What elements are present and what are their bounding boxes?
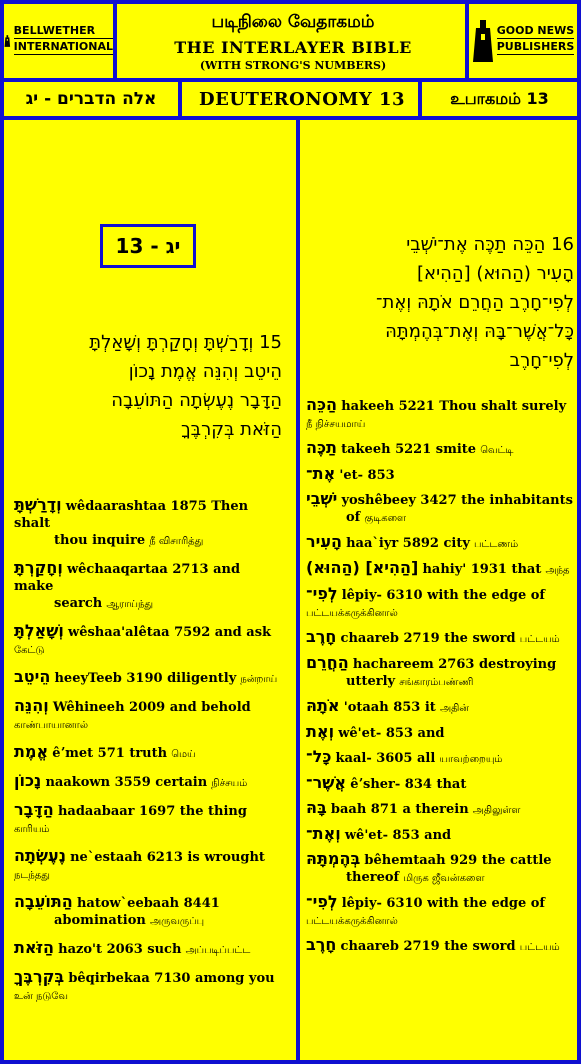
hebrew-word: (הַהוּא) [הַהִיא] — [306, 558, 419, 577]
word-definition: wêchaaqartaa 2713 and make — [14, 562, 241, 594]
tamil-gloss: மெய் — [171, 749, 196, 760]
word-entry — [14, 496, 284, 550]
word-entry — [306, 396, 576, 433]
word-definition: hachareem 2763 destroying — [352, 657, 557, 672]
tamil-gloss: வெட்டி — [480, 445, 514, 456]
hebrew-word: בְּקִרְבֶּךָ — [14, 967, 65, 986]
tamil-gloss: யாவற்றையும் — [439, 754, 503, 765]
word-definition: kaal- 3605 all — [335, 751, 436, 766]
hebrew-word: נָכוֹן — [14, 771, 42, 790]
word-definition: lêpiy- 6310 with the edge of — [341, 588, 545, 603]
word-definition: naakown 3559 certain — [45, 775, 208, 790]
hebrew-word: כָּל־ — [306, 747, 332, 766]
word-definition: chaareb 2719 the sword — [340, 939, 516, 954]
word-definition-cont: of — [346, 510, 361, 525]
tamil-gloss: உன் நடுவே — [14, 991, 68, 1002]
bellwether-logo — [4, 4, 117, 78]
word-entry — [14, 622, 284, 659]
hebrew-word: אֱמֶת — [14, 742, 49, 761]
word-entry — [14, 847, 284, 884]
word-definition: bêqirbekaa 7130 among you — [68, 971, 275, 986]
title-tamil: படிநிலை வேதாகமம் — [211, 12, 375, 32]
word-definition: êʼmet 571 truth — [52, 746, 168, 761]
tamil-gloss: அப்படிப்பட்ட — [185, 945, 251, 956]
word-entry — [306, 748, 576, 768]
hebrew-word: חָרֶב — [306, 627, 337, 646]
tamil-gloss: காரியம் — [14, 824, 50, 835]
tamil-gloss: கேட்டு — [14, 645, 45, 656]
word-entry — [14, 743, 284, 763]
verse-line: כָּל־אֲשֶׁר־בָּהּ וְאֶת־בְּהֶמְתָּהּ — [385, 321, 574, 342]
word-entry — [306, 799, 576, 819]
hebrew-word: חָרֶב — [306, 935, 337, 954]
tamil-gloss: நன்றாய் — [240, 674, 278, 685]
word-entry — [306, 936, 576, 956]
hebrew-word: וְאֶת — [306, 722, 335, 741]
word-definition: 'et- 853 — [339, 468, 395, 483]
tamil-gloss: பட்டயக்கருக்கினால் — [306, 916, 398, 927]
logo-left-line1: BELLWETHER — [14, 25, 113, 39]
hebrew-word: אֲשֶׁר־ — [306, 773, 347, 792]
tamil-gloss: அதிலுள்ள — [472, 805, 521, 816]
right-column — [296, 120, 577, 1060]
word-definition-cont: search — [54, 596, 103, 611]
word-definition: yoshêbeey 3427 the inhabitants — [341, 493, 573, 508]
word-definition: baah 871 a therein — [330, 802, 469, 817]
tamil-gloss: மிருக ஜீவன்களை — [403, 873, 485, 884]
hebrew-word: לְפִי־ — [306, 892, 338, 911]
word-entry — [306, 697, 576, 717]
logo-right-line1: GOOD NEWS — [496, 24, 575, 37]
hebrew-word: וְדָרַשְׁתָּ — [14, 495, 62, 514]
page-title: THE INTERLAYER BIBLE — [174, 38, 412, 57]
tamil-gloss: நிச்சயம் — [211, 778, 248, 789]
verse-line: הֵיטֵב וְהִנֵּה אֱמֶת נָכוֹן — [128, 361, 282, 382]
verse-line: הַדָּבָר נֶעֶשְׂתָה הַתּוֹעֵבָה — [111, 390, 282, 411]
word-definition-cont: abomination — [54, 913, 146, 928]
right-word-list — [306, 396, 576, 962]
verse-15-hebrew — [14, 328, 282, 444]
tamil-gloss: பட்டணம் — [474, 539, 519, 550]
tamil-gloss: குடிகளை — [364, 513, 407, 524]
word-definition: haa`iyr 5892 city — [346, 536, 470, 551]
left-column — [4, 120, 292, 1060]
hebrew-word: הַדָּבָר — [14, 800, 54, 819]
hebrew-word: הָעִיר — [306, 532, 342, 551]
word-entry — [306, 723, 576, 742]
word-entry — [306, 825, 576, 844]
hebrew-word: הֵיטֵב — [14, 667, 51, 686]
tamil-gloss: காண்பாயானால் — [14, 720, 89, 731]
word-definition: hakeeh 5221 Thou shalt surely — [341, 399, 567, 414]
title-box — [121, 4, 465, 78]
hebrew-word: הַזֹּאת — [14, 938, 54, 957]
word-definition: wêshaa'alêtaa 7592 and ask — [68, 625, 272, 640]
hebrew-word: וְחָקַרְתָּ — [14, 558, 63, 577]
word-entry — [14, 697, 284, 734]
hebrew-word: הַחֲרֵם — [306, 653, 349, 672]
word-definition: heeyTeeb 3190 diligently — [54, 671, 237, 686]
word-entry — [306, 850, 576, 887]
hebrew-word: אֶת־ — [306, 464, 336, 483]
word-entry — [14, 939, 284, 959]
left-word-list — [14, 496, 284, 1014]
word-definition: wê'et- 853 and — [338, 726, 445, 741]
tamil-gloss: நடந்தது — [14, 870, 50, 881]
word-entry — [306, 585, 576, 622]
hebrew-word: בָּהּ — [306, 798, 327, 817]
word-definition: hatow`eebaah 8441 — [76, 896, 220, 911]
word-entry — [306, 439, 576, 459]
word-entry — [306, 465, 576, 484]
hebrew-word: הַתּוֹעֵבָה — [14, 892, 73, 911]
word-entry — [14, 801, 284, 838]
hebrew-word: יֹשְׁבֵי — [306, 489, 338, 508]
verse-line: הָעִיר (הַהוּא) [הַהִיא] — [417, 263, 574, 284]
verse-line: הַזֹּאת בְּקִרְבֶּךָ — [181, 419, 282, 440]
logo-left-line2: INTERNATIONAL — [13, 40, 113, 53]
hebrew-book-title: אלה הדברים - יג — [4, 82, 182, 116]
good-news-logo — [465, 4, 577, 78]
hebrew-word: לְפִי־ — [306, 584, 338, 603]
word-entry — [306, 628, 576, 648]
word-entry — [14, 668, 284, 688]
hebrew-word: נֶעֶשְׂתָה — [14, 846, 66, 865]
word-definition: hadaabaar 1697 the thing — [57, 804, 247, 819]
word-entry — [306, 774, 576, 793]
word-definition: hahiy' 1931 that — [422, 562, 542, 577]
logo-right-line2: PUBLISHERS — [496, 40, 575, 53]
verse-line: 15 וְדָרַשְׁתָּ וְחָקַרְתָּ וְשָׁאַלְתָּ — [89, 332, 282, 353]
word-entry — [14, 893, 284, 930]
tower-icon — [472, 18, 494, 64]
word-definition: bêhemtaah 929 the cattle — [364, 853, 552, 868]
word-definition: wê'et- 853 and — [344, 828, 452, 843]
header — [4, 4, 577, 82]
verse-line: 16 הַכֵּה תַכֶּה אֶת־יֹשְׁבֵי — [406, 234, 574, 255]
verse-line: לְפִי־חָרֶב הַחֲרֵם אֹתָהּ וְאֶת־ — [376, 292, 574, 313]
tamil-gloss: அந்த — [545, 565, 570, 576]
hebrew-word: תַכֶּה — [306, 438, 337, 457]
word-entry — [14, 559, 284, 613]
hebrew-word: וְשָׁאַלְתָּ — [14, 621, 64, 640]
tamil-gloss: நீ நிச்சயமாய் — [306, 419, 366, 430]
bell-tower-icon — [4, 18, 11, 64]
verse-16-hebrew — [304, 230, 574, 375]
word-entry — [14, 772, 284, 792]
word-definition: lêpiy- 6310 with the edge of — [341, 896, 545, 911]
word-definition: êʼsher- 834 that — [350, 777, 467, 792]
word-definition: ne`estaah 6213 is wrought — [70, 850, 265, 865]
tamil-gloss: சங்காரம்பண்ணி — [399, 677, 474, 688]
hebrew-word: אֹתָהּ — [306, 696, 340, 715]
page-subtitle: (WITH STRONG'S NUMBERS) — [199, 59, 387, 72]
tamil-book-title: உபாகமம் 13 — [418, 82, 577, 116]
chapter-label: 13 - יג — [100, 224, 196, 268]
hebrew-word: בְּהֶמְתָּהּ — [306, 849, 361, 868]
tamil-gloss: அதின் — [439, 703, 469, 714]
tamil-gloss: அருவருப்பு — [149, 916, 205, 927]
hebrew-word: הַכֵּה — [306, 395, 338, 414]
word-definition: takeeh 5221 smite — [341, 442, 477, 457]
word-definition: 'otaah 853 it — [343, 700, 436, 715]
word-entry — [306, 559, 576, 579]
book-row — [4, 82, 577, 120]
tamil-gloss: ஆராய்ந்து — [106, 599, 154, 610]
tamil-gloss: நீ விசாரித்து — [149, 536, 204, 547]
tamil-gloss: பட்டயம் — [519, 942, 560, 953]
word-definition-cont: thou inquire — [54, 533, 146, 548]
word-entry — [14, 968, 284, 1005]
word-entry — [306, 893, 576, 930]
word-definition: chaareb 2719 the sword — [340, 631, 516, 646]
book-title: DEUTERONOMY 13 — [198, 88, 405, 110]
hebrew-word: וְאֶת־ — [306, 824, 341, 843]
tamil-gloss: பட்டயம் — [519, 634, 560, 645]
word-entry — [306, 533, 576, 553]
word-definition: Wêhineeh 2009 and behold — [52, 700, 251, 715]
word-entry — [306, 654, 576, 691]
hebrew-word: וְהִנֵּה — [14, 696, 49, 715]
verse-line: לְפִי־חָרֶב — [509, 350, 574, 371]
word-definition-cont: utterly — [346, 674, 396, 689]
word-definition: wêdaarashtaa 1875 Then shalt — [14, 499, 249, 531]
word-entry — [306, 490, 576, 527]
word-definition: hazo't 2063 such — [58, 942, 182, 957]
word-definition-cont: thereof — [346, 870, 400, 885]
tamil-gloss: பட்டயக்கருக்கினால் — [306, 608, 398, 619]
